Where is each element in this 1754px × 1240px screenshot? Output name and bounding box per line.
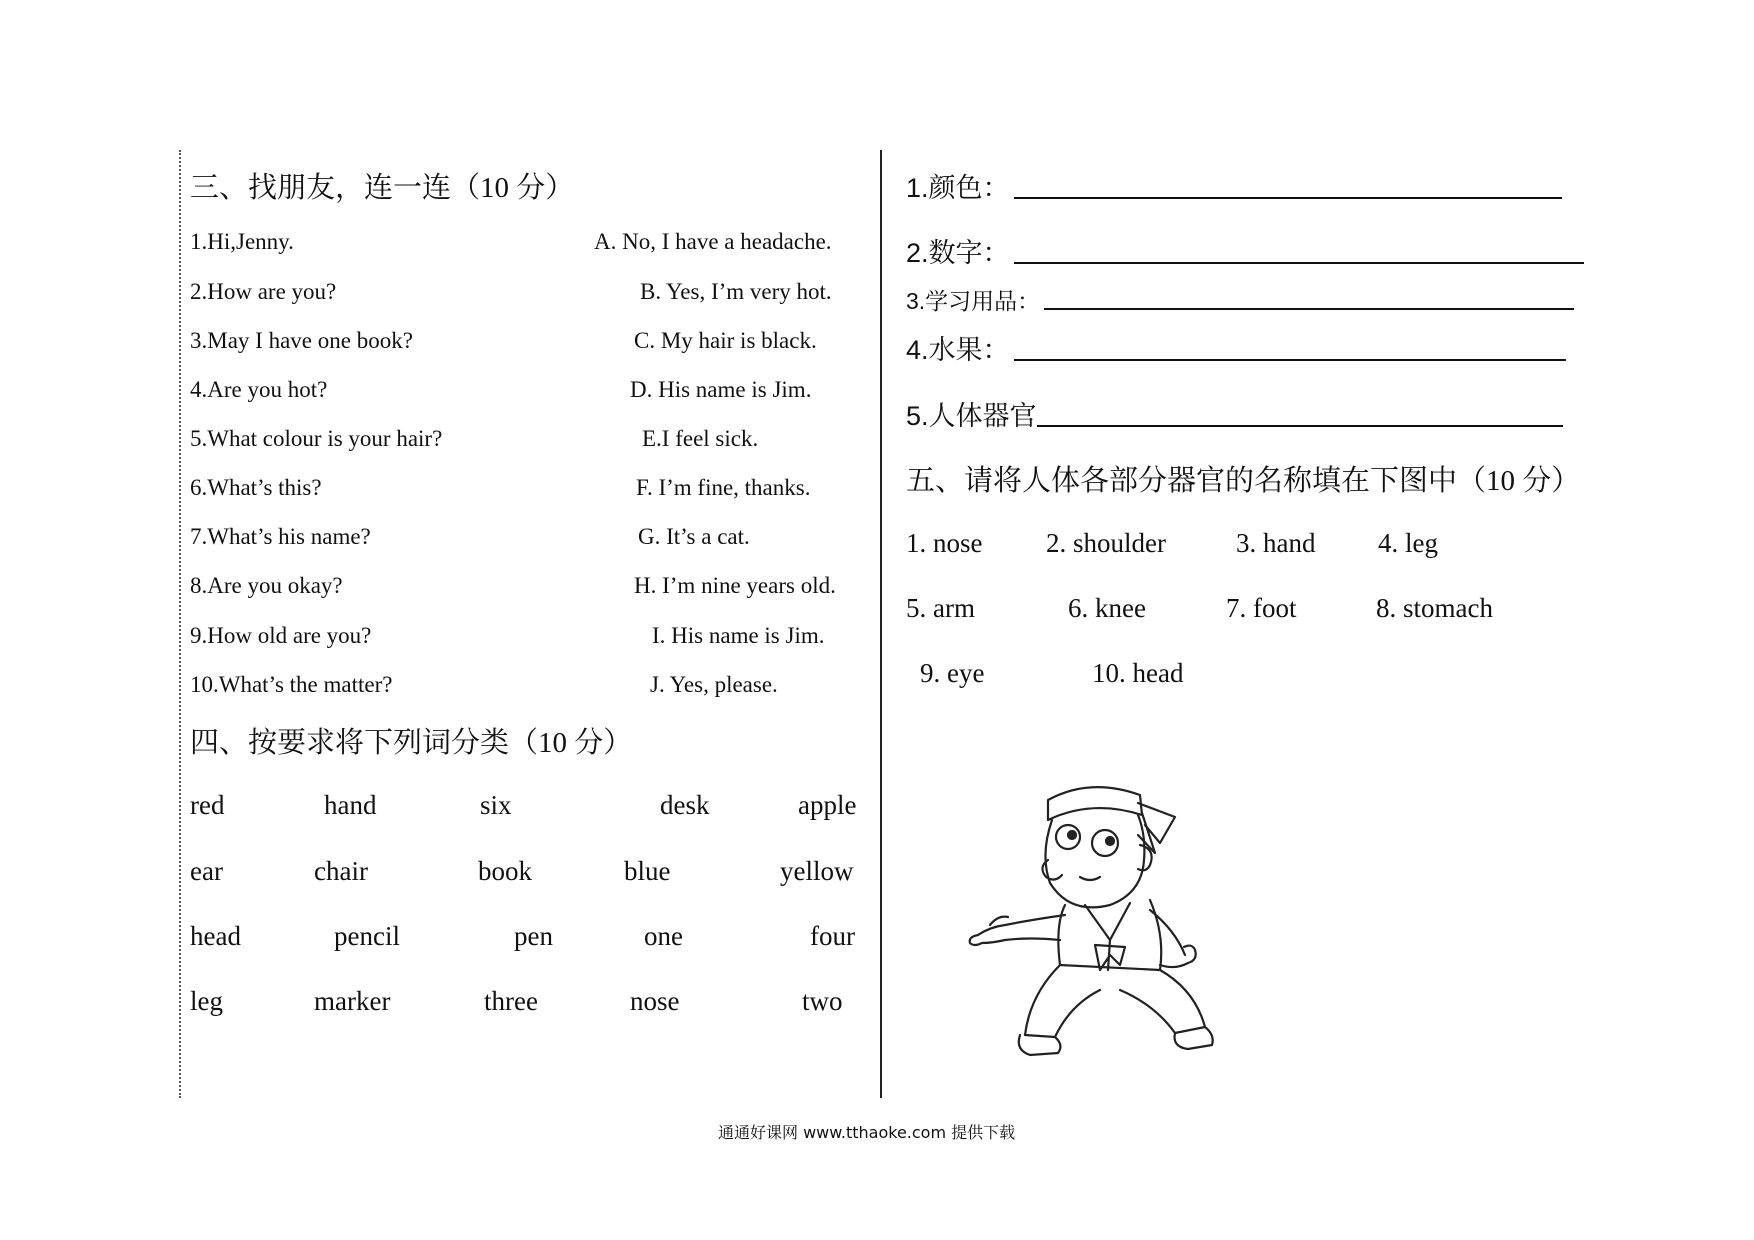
body-part-item: 8. stomach bbox=[1376, 593, 1493, 623]
body-part-item: 1. nose bbox=[906, 528, 983, 558]
category-row bbox=[906, 166, 1562, 205]
word-item: two bbox=[802, 986, 843, 1016]
match-question: 2.How are you? bbox=[190, 279, 337, 304]
category-label: 1.颜色： bbox=[906, 173, 1010, 203]
category-answer-line[interactable] bbox=[1014, 197, 1562, 199]
match-question: 6.What’s this? bbox=[190, 475, 322, 500]
footer-source: 通通好课网 www.tthaoke.com 提供下载 bbox=[718, 1123, 1016, 1142]
category-row bbox=[906, 394, 1563, 433]
word-item: three bbox=[484, 986, 538, 1016]
match-answer: H. I’m nine years old. bbox=[634, 573, 836, 598]
match-question: 10.What’s the matter? bbox=[190, 672, 393, 697]
word-item: chair bbox=[314, 856, 368, 886]
category-answer-line[interactable] bbox=[1014, 262, 1584, 264]
match-answer: E.I feel sick. bbox=[642, 426, 759, 451]
section3-title: 三、找朋友，连一连（10 分） bbox=[190, 172, 575, 204]
body-part-item: 9. eye bbox=[920, 658, 985, 688]
body-part-item: 6. knee bbox=[1068, 593, 1146, 623]
category-answer-line[interactable] bbox=[1014, 359, 1566, 361]
section4-title: 四、按要求将下列词分类（10 分） bbox=[190, 727, 633, 759]
category-row bbox=[906, 328, 1566, 367]
match-question: 4.Are you hot? bbox=[190, 377, 328, 402]
word-item: apple bbox=[798, 790, 857, 820]
match-answer: B. Yes, I’m very hot. bbox=[640, 279, 832, 304]
category-label: 5.人体器官 bbox=[906, 401, 1037, 431]
word-item: red bbox=[190, 790, 225, 820]
match-question: 9.How old are you? bbox=[190, 623, 372, 648]
category-label: 4.水果： bbox=[906, 335, 1010, 365]
left-margin-dotted-line bbox=[179, 150, 181, 1098]
match-question: 1.Hi,Jenny. bbox=[190, 229, 294, 254]
word-item: book bbox=[478, 856, 532, 886]
word-item: one bbox=[644, 921, 683, 951]
match-answer: C. My hair is black. bbox=[634, 328, 817, 353]
match-question: 5.What colour is your hair? bbox=[190, 426, 443, 451]
body-part-item: 7. foot bbox=[1226, 593, 1297, 623]
body-part-item: 10. head bbox=[1092, 658, 1184, 688]
word-item: hand bbox=[324, 790, 377, 820]
column-divider bbox=[880, 150, 882, 1098]
match-question: 8.Are you okay? bbox=[190, 573, 343, 598]
body-part-item: 5. arm bbox=[906, 593, 975, 623]
category-row bbox=[906, 283, 1574, 316]
word-item: six bbox=[480, 790, 512, 820]
body-part-item: 4. leg bbox=[1378, 528, 1438, 558]
category-row bbox=[906, 231, 1584, 270]
word-item: leg bbox=[190, 986, 223, 1016]
category-label: 2.数字： bbox=[906, 238, 1010, 268]
category-answer-line[interactable] bbox=[1037, 425, 1563, 427]
body-part-item: 3. hand bbox=[1236, 528, 1316, 558]
word-item: marker bbox=[314, 986, 391, 1016]
word-item: pen bbox=[514, 921, 553, 951]
word-item: yellow bbox=[780, 856, 854, 886]
match-answer: G. It’s a cat. bbox=[638, 524, 750, 549]
match-answer: J. Yes, please. bbox=[650, 672, 778, 697]
word-item: pencil bbox=[334, 921, 400, 951]
word-item: nose bbox=[630, 986, 680, 1016]
match-question: 3.May I have one book? bbox=[190, 328, 413, 353]
word-item: blue bbox=[624, 856, 671, 886]
match-question: 7.What’s his name? bbox=[190, 524, 371, 549]
match-answer: A. No, I have a headache. bbox=[594, 229, 832, 254]
cartoon-boy-illustration bbox=[960, 765, 1260, 1065]
word-item: ear bbox=[190, 856, 223, 886]
word-item: head bbox=[190, 921, 241, 951]
match-answer: F. I’m fine, thanks. bbox=[636, 475, 811, 500]
category-label: 3.学习用品： bbox=[906, 288, 1041, 314]
section5-title: 五、请将人体各部分器官的名称填在下图中（10 分） bbox=[906, 465, 1581, 497]
word-item: four bbox=[810, 921, 855, 951]
match-answer: D. His name is Jim. bbox=[630, 377, 812, 402]
category-answer-line[interactable] bbox=[1044, 308, 1574, 310]
match-answer: I. His name is Jim. bbox=[652, 623, 825, 648]
word-item: desk bbox=[660, 790, 710, 820]
body-part-item: 2. shoulder bbox=[1046, 528, 1166, 558]
